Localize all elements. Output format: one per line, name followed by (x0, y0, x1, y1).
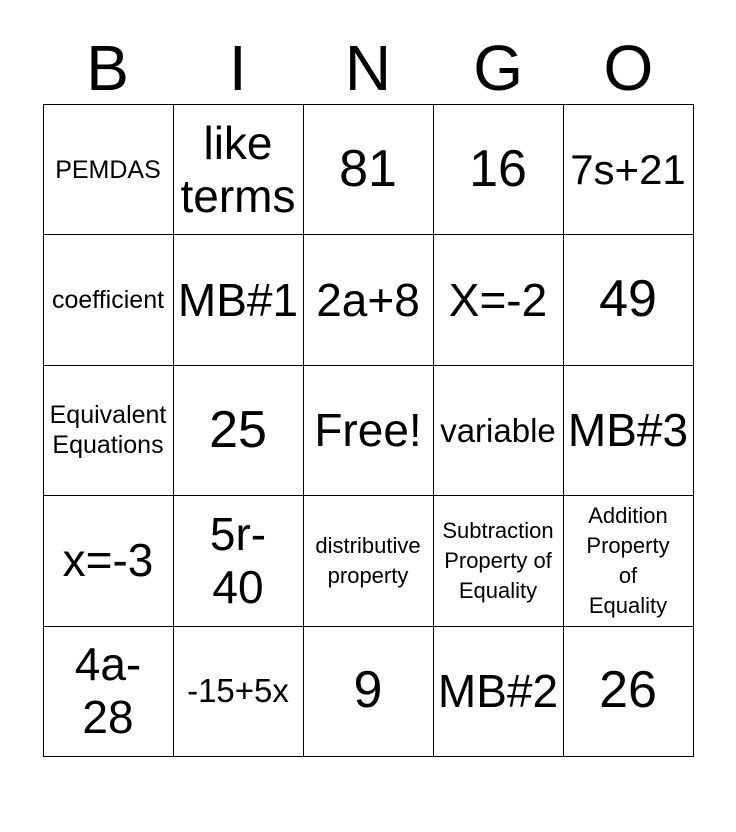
cell-text-line: distributive (315, 533, 421, 559)
cell-text-line: 40 (212, 560, 264, 613)
bingo-cell[interactable] (44, 235, 174, 365)
cell-text-line: variable (440, 411, 556, 449)
cell-text-line: Addition (588, 503, 668, 529)
cell-text-line: Equations (52, 431, 164, 460)
cell-text-line: property (327, 562, 409, 588)
bingo-cell[interactable] (304, 496, 434, 626)
bingo-cell[interactable] (44, 496, 174, 626)
cell-text-line: MB#3 (567, 404, 689, 457)
cell-text-line: 4a- (74, 638, 142, 691)
cell-text-line: PEMDAS (55, 155, 161, 184)
bingo-cell[interactable] (174, 105, 304, 235)
bingo-cell[interactable] (44, 627, 174, 757)
bingo-cell[interactable] (44, 366, 174, 496)
cell-text-line: like (203, 116, 273, 169)
bingo-cell[interactable] (44, 105, 174, 235)
cell-text-line: 28 (82, 691, 134, 744)
cell-text-line: coefficient (51, 286, 165, 315)
cell-text-line: Free! (314, 404, 422, 457)
cell-text-line: x=-3 (62, 534, 154, 587)
cell-text-line: MB#2 (437, 664, 559, 717)
bingo-cell-free[interactable] (304, 366, 434, 496)
bingo-letter-o: O (603, 32, 654, 104)
bingo-cell[interactable] (434, 105, 564, 235)
cell-text-line: 2a+8 (316, 273, 420, 326)
cell-text-line: Subtraction (442, 518, 554, 544)
cell-text-line: 25 (209, 400, 267, 459)
bingo-letter-n: N (344, 32, 392, 104)
bingo-cell[interactable] (564, 496, 694, 626)
cell-text-line: Equality (458, 577, 538, 603)
cell-text-line: terms (180, 169, 296, 222)
cell-text-line: MB#1 (177, 273, 299, 326)
cell-text-line: 5r- (209, 507, 267, 560)
bingo-cell[interactable] (564, 105, 694, 235)
bingo-cell[interactable] (174, 366, 304, 496)
bingo-cell[interactable] (564, 235, 694, 365)
cell-text-line: 49 (599, 270, 657, 329)
bingo-cell[interactable] (304, 627, 434, 757)
bingo-cell[interactable] (174, 496, 304, 626)
cell-text-line: 16 (469, 139, 527, 198)
cell-text-line: X=-2 (448, 273, 548, 326)
bingo-cell[interactable] (434, 627, 564, 757)
cell-text-line: 26 (599, 661, 657, 720)
cell-text-line: Property (586, 533, 670, 559)
cell-text-line: Equality (588, 592, 668, 618)
bingo-header (43, 32, 694, 104)
cell-text-line: Property of (444, 548, 552, 574)
bingo-letter-b: B (86, 32, 129, 104)
bingo-cell[interactable] (564, 366, 694, 496)
bingo-cell[interactable] (434, 366, 564, 496)
bingo-cell[interactable] (434, 235, 564, 365)
bingo-letter-g: G (473, 32, 524, 104)
bingo-cell[interactable] (434, 496, 564, 626)
cell-text-line: 81 (339, 139, 397, 198)
bingo-cell[interactable] (304, 235, 434, 365)
bingo-grid (43, 104, 694, 757)
bingo-cell[interactable] (564, 627, 694, 757)
bingo-letter-i: I (228, 32, 247, 104)
cell-text-line: 9 (353, 661, 383, 720)
cell-text-line: of (618, 562, 638, 588)
cell-text-line: -15+5x (187, 672, 289, 710)
bingo-cell[interactable] (174, 235, 304, 365)
bingo-cell[interactable] (174, 627, 304, 757)
cell-text-line: Equivalent (49, 401, 167, 430)
bingo-cell[interactable] (304, 105, 434, 235)
cell-text-line: 7s+21 (570, 145, 686, 193)
